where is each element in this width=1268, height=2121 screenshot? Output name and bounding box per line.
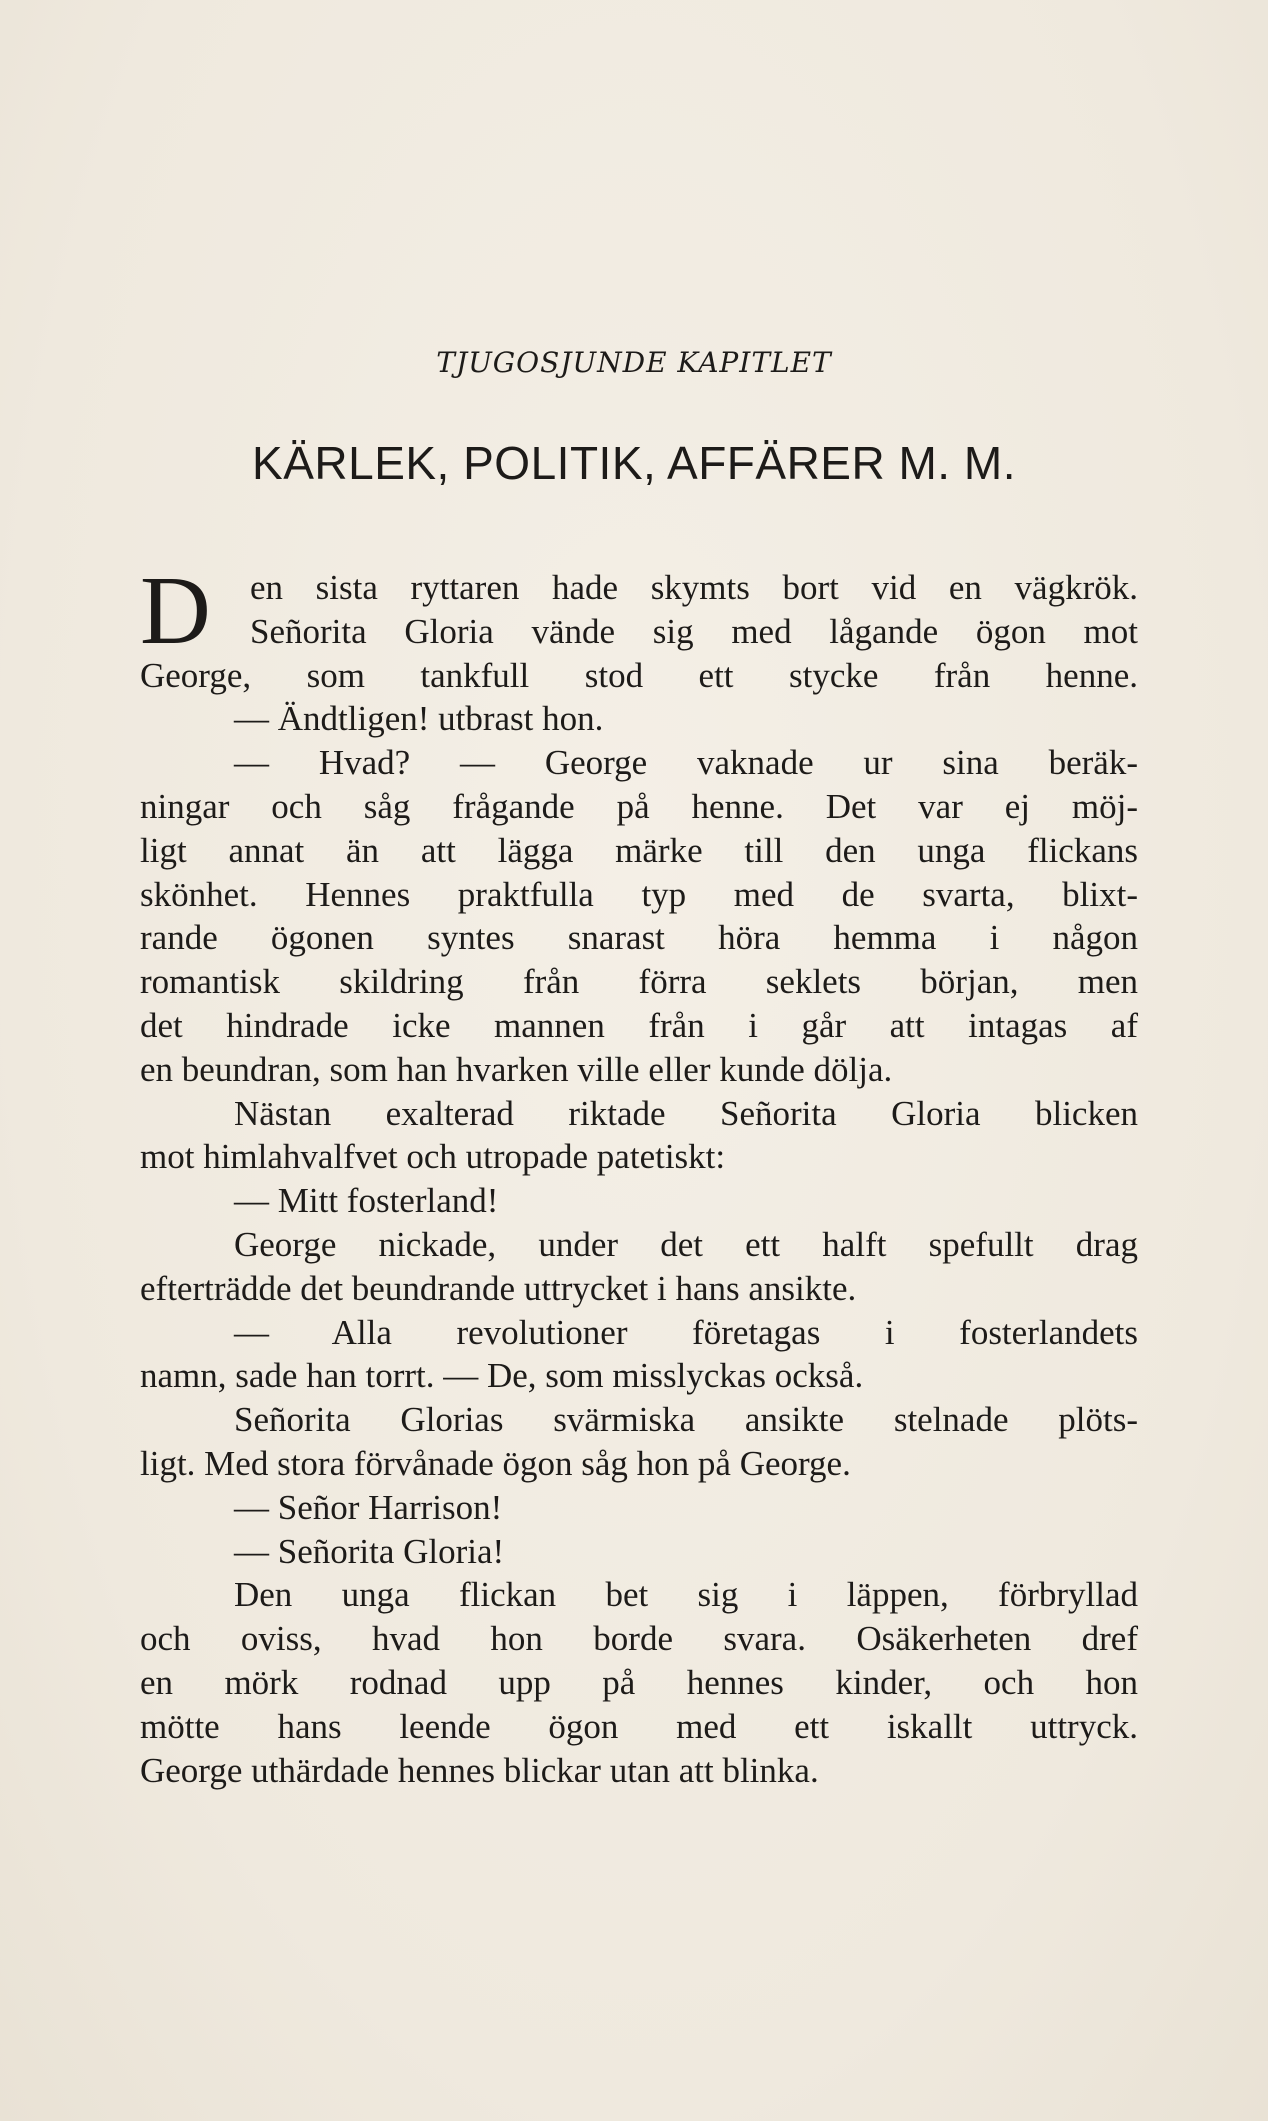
text-line: George nickade, under det ett halft spefullt drag <box>234 1224 1138 1264</box>
text-line: mötte hans leende ögon med ett iskallt uttryck. <box>140 1706 1138 1746</box>
chapter-label: TJUGOSJUNDE KAPITLET <box>436 346 832 379</box>
text-line: namn, sade han torrt. — De, som misslyckas också. <box>140 1356 864 1396</box>
text-line: efterträdde det beundrande uttrycket i hans ansikte. <box>140 1268 857 1308</box>
text-line: ligt. Med stora förvånade ögon såg hon på George. <box>140 1443 851 1483</box>
text-line: — Mitt fosterland! <box>234 1181 499 1221</box>
text-line: George, som tankfull stod ett stycke från henne. <box>140 655 1138 695</box>
text-line: — Hvad? — George vaknade ur sina beräk- <box>234 743 1138 783</box>
text-line: en mörk rodnad upp på hennes kinder, och hon <box>140 1662 1138 1702</box>
text-line: ningar och såg frågande på henne. Det var ej möj- <box>140 786 1138 826</box>
text-line: ligt annat än att lägga märke till den unga flickans <box>140 830 1138 870</box>
chapter-title: KÄRLEK, POLITIK, AFFÄRER M. M. <box>252 437 1016 489</box>
text-line: — Alla revolutioner företagas i fosterlandets <box>234 1312 1138 1352</box>
text-line: Den unga flickan bet sig i läppen, förbryllad <box>234 1575 1138 1615</box>
text-line: George uthärdade hennes blickar utan att blinka. <box>140 1750 819 1790</box>
text-line: — Ändtligen! utbrast hon. <box>234 699 604 739</box>
text-line: mot himlahvalfvet och utropade patetiskt: <box>140 1137 726 1177</box>
text-line: skönhet. Hennes praktfulla typ med de svarta, blixt- <box>140 874 1138 914</box>
text-line: en sista ryttaren hade skymts bort vid en vägkrök. <box>250 568 1138 607</box>
text-line: — Señor Harrison! <box>234 1487 503 1527</box>
text-line: romantisk skildring från förra seklets början, men <box>140 962 1138 1002</box>
text-line: Señorita Gloria vände sig med lågande ögon mot <box>250 611 1138 651</box>
text-line: och oviss, hvad hon borde svara. Osäkerheten dref <box>140 1619 1138 1659</box>
text-line: det hindrade icke mannen från i går att intagas af <box>140 1005 1138 1045</box>
text-line: Señorita Glorias svärmiska ansikte stelnade plöts- <box>234 1400 1138 1440</box>
body-text <box>140 557 1138 1792</box>
drop-cap: D <box>140 557 211 665</box>
text-line: Nästan exalterad riktade Señorita Gloria blicken <box>234 1093 1138 1133</box>
text-line: en beundran, som han hvarken ville eller kunde dölja. <box>140 1049 893 1089</box>
text-line: — Señorita Gloria! <box>234 1531 505 1571</box>
text-line: rande ögonen syntes snarast höra hemma i någon <box>140 918 1138 958</box>
